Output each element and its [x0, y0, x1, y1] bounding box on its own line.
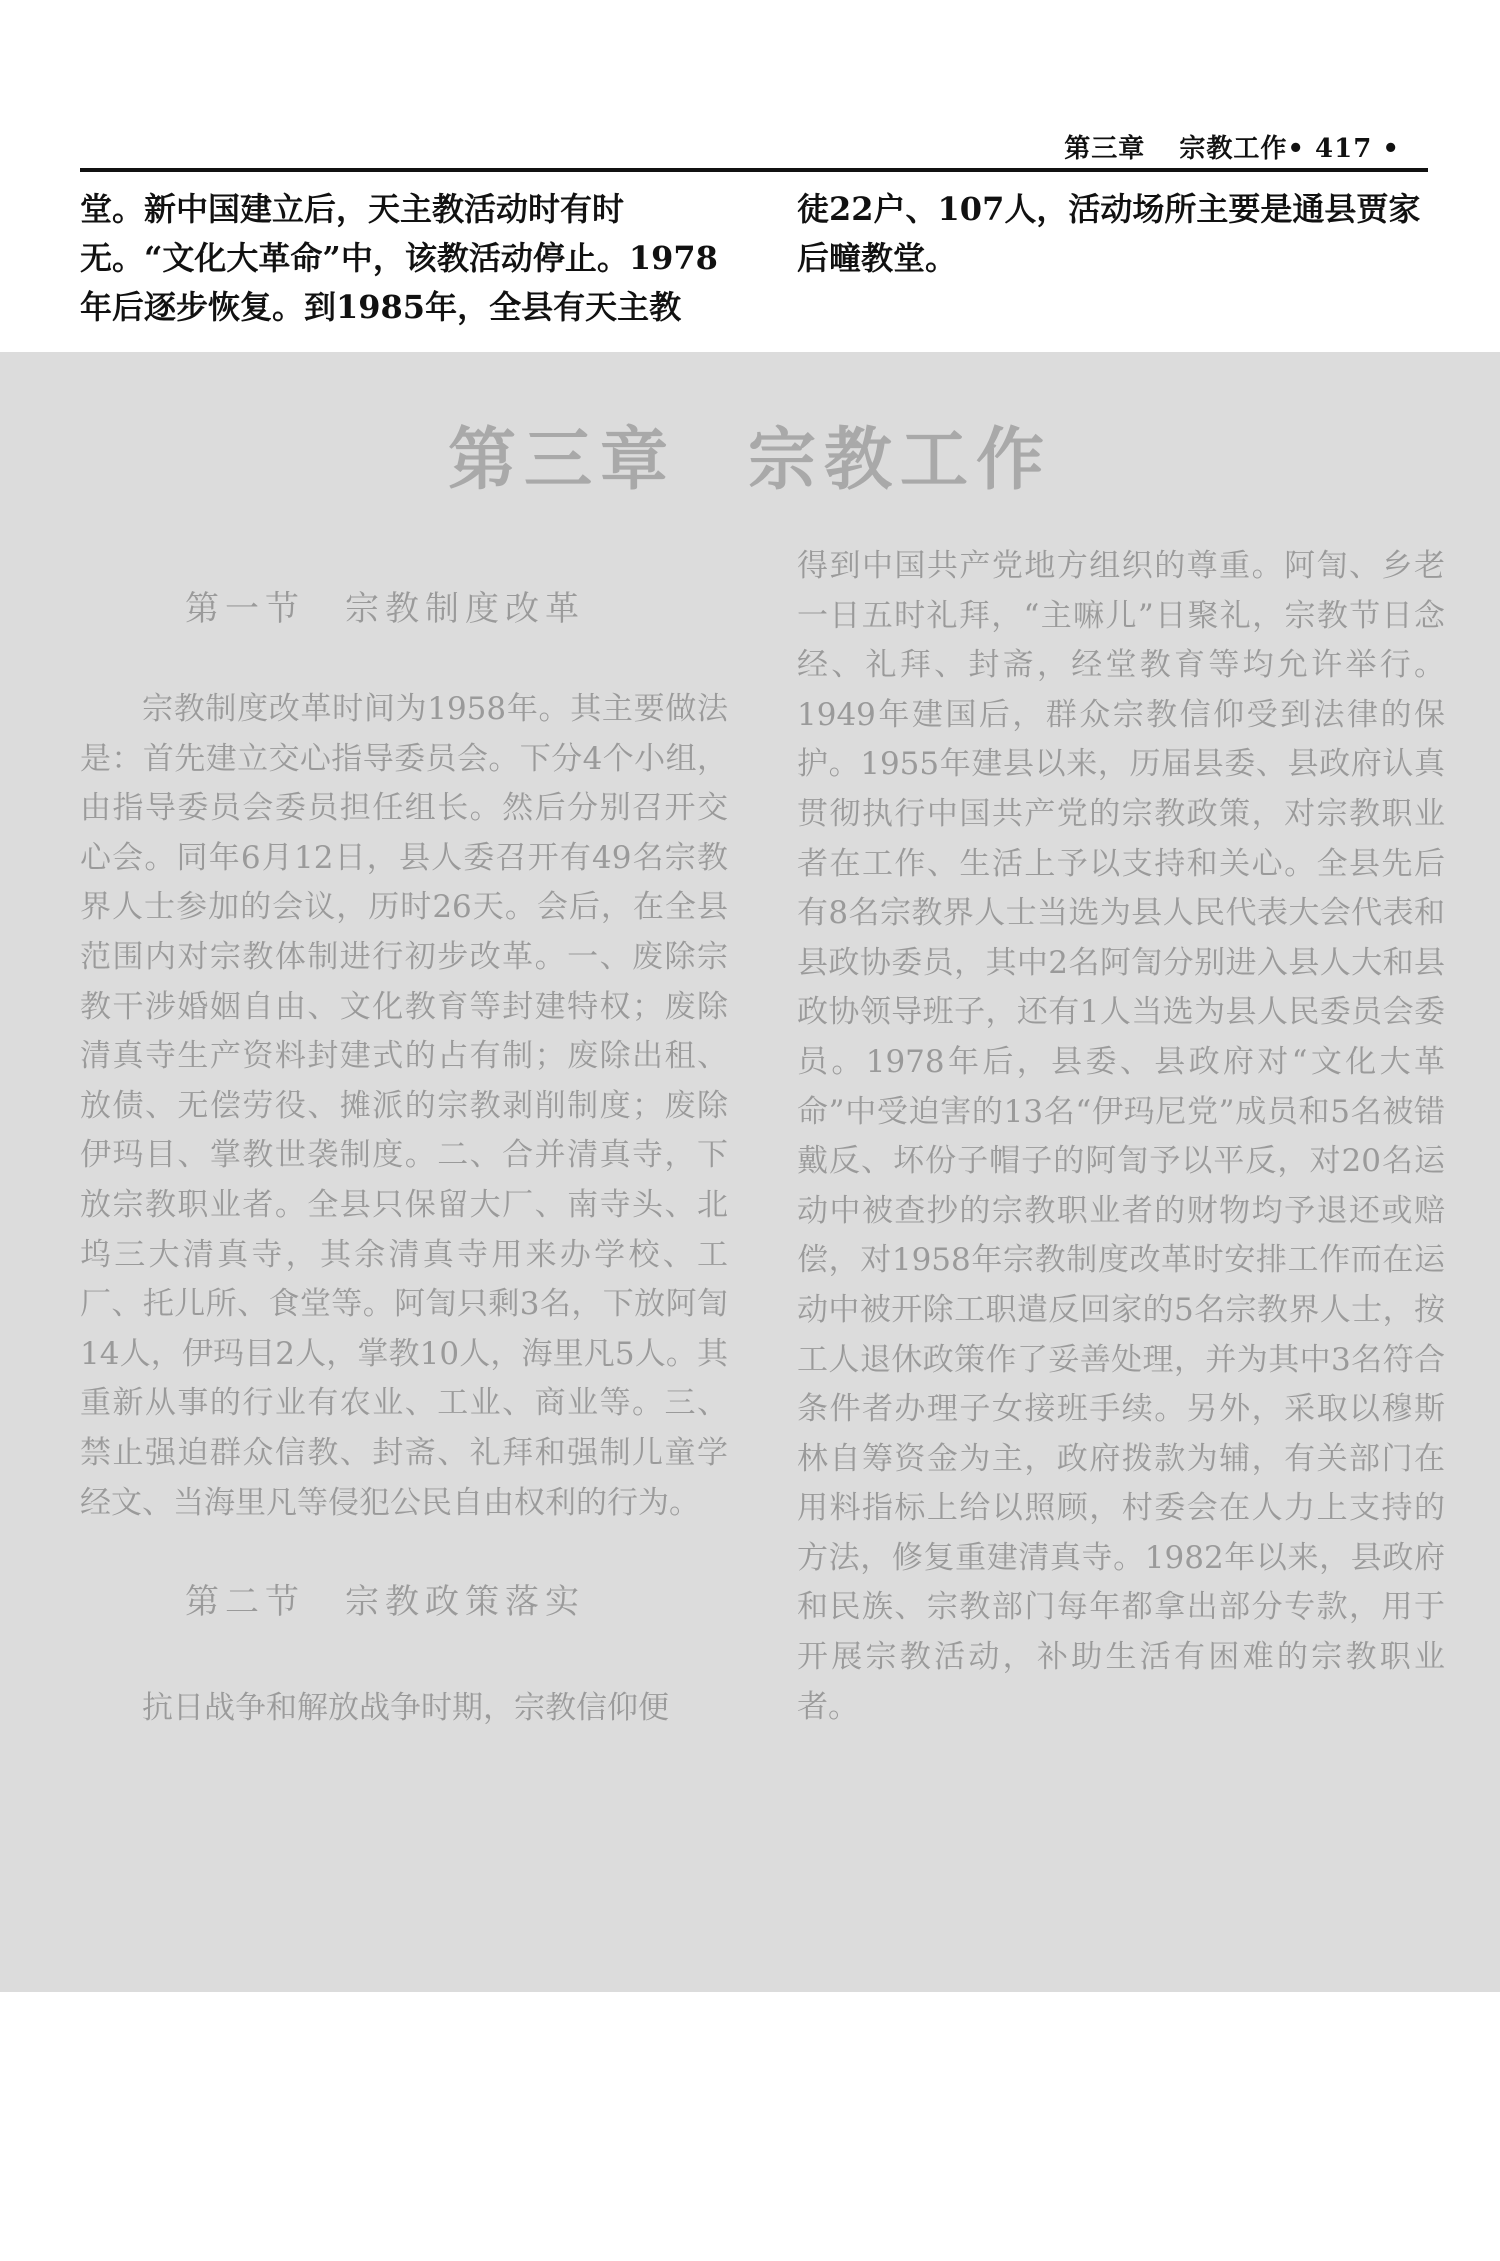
section2-number: 第二节 — [185, 1582, 305, 1623]
chapter-number: 第三章 — [447, 421, 676, 500]
section1-number: 第一节 — [185, 589, 305, 629]
section2-heading — [80, 1572, 728, 1684]
header-text — [1064, 128, 1400, 165]
chapter-title — [0, 406, 1500, 503]
top-right-column: 徒22户、107人，活动场所主要是通县贾家后疃教堂。 — [797, 190, 1421, 277]
header-bullet-end: • — [1382, 134, 1400, 164]
chapter-panel — [0, 352, 1500, 1992]
header-bullet: • — [1287, 134, 1305, 164]
section1-body: 宗教制度改革时间为1958年。其主要做法是：首先建立交心指导委员会。下分4个小组，由指导委员会委员担任组长。然后分别召开交心会。同年6月12日，县人委召开有49名宗教界人士参加的会议，历时26天。会后，在全县范围内对宗教体制进行初步改革。一、废除宗教干涉婚姻自由、文化教育等封建特权；废除清真寺生产资料封建式的占有制；废除出租、放债、无偿劳役、摊派的宗教剥削制度；废除伊玛目、掌教世袭制度。二、合并清真寺，下放宗教职业者。全县只保留大厂、南寺头、北坞三大清真寺，其余清真寺用来办学校、工厂、托儿所、食堂等。阿訇只剩3名，下放阿訇14人，伊玛目2人，掌教10人，海里凡5人。其重新从事的行业有农业、工业、商业等。三、禁止强迫群众信教、封斋、礼拜和强制儿童学经文、当海里凡等侵犯公民自由权利的行为。 — [80, 691, 728, 1521]
section2-body-continued: 得到中国共产党地方组织的尊重。阿訇、乡老一日五时礼拜，“主嘛儿”日聚礼，宗教节日念经、礼拜、封斋，经堂教育等均允许举行。1949年建国后，群众宗教信仰受到法律的保护。1955年建县以来，历届县委、县政府认真贯彻执行中国共产党的宗教政策，对宗教职业者在工作、生活上予以支持和关心。全县先后有8名宗教界人士当选为县人民代表大会代表和县政协委员，其中2名阿訇分别进入县人大和县政协领导班子，还有1人当选为县人民委员会委员。1978年后，县委、县政府对“文化大革命”中受迫害的13名“伊玛尼党”成员和5名被错戴反、坏份子帽子的阿訇予以平反，对20名运动中被查抄的宗教职业者的财物均予退还或赔偿，对1958年宗教制度改革时安排工作而在运动中被开除工职遣反回家的5名宗教界人士，按工人退休政策作了妥善处理，并为其中3名符合条件者办理子女接班手续。另外，采取以穆斯林自筹资金为主，政府拨款为辅，有关部门在用料指标上给以照顾，村委会在人力上支持的方法，修复重建清真寺。1982年以来，县政府和民族、宗教部门每年都拿出部分专款，用于开展宗教活动，补助生活有困难的宗教职业者。 — [797, 548, 1445, 1725]
header-chapter: 第三章 — [1064, 134, 1146, 164]
section1-title: 宗教制度改革 — [345, 589, 585, 629]
section2-body-start: 抗日战争和解放战争时期，宗教信仰便 — [142, 1690, 669, 1727]
header-title: 宗教工作 — [1179, 134, 1288, 164]
page-number: 417 — [1315, 134, 1373, 164]
right-column — [797, 542, 1445, 1732]
left-column — [80, 579, 728, 1734]
chapter-name: 宗教工作 — [748, 421, 1053, 500]
top-left-column: 堂。新中国建立后，天主教活动时有时无。“文化大革命”中，该教活动停止。1978年后逐步恢复。到1985年，全县有天主教 — [80, 190, 718, 326]
section1-heading — [80, 579, 728, 685]
section2-title: 宗教政策落实 — [345, 1582, 585, 1623]
running-header — [80, 128, 1428, 172]
